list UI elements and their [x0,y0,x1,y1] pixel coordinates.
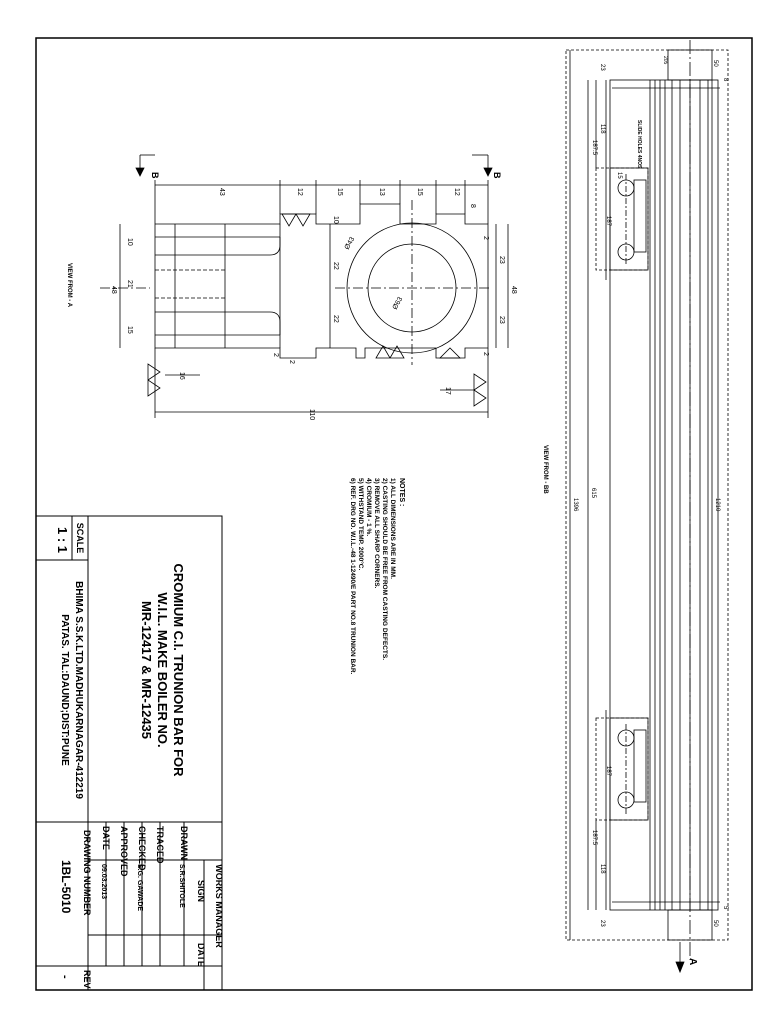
works-manager-label: WORKS MANAGER [214,864,224,948]
dim-23-side-b: 23 [599,920,605,927]
company-line2: PATAS. TAL:DAUND;DIST:PUNE [59,614,70,766]
slot-holes-label: SLIDE HOLES 4NOS [636,120,642,169]
side-view-drawing [566,40,728,972]
drawn-sign: S.R.SHITOLE [178,864,185,908]
dim-5-side: 5 [722,906,728,910]
dim-21: 21 [126,280,133,288]
note-3: 3) REMOVE ALL SHARP CORNERS. [373,478,380,589]
date-value: 09.03.2013 [100,864,107,900]
dim-2d: 2 [482,236,489,240]
dim-48b: 48 [510,286,517,294]
dim-43: 43 [218,188,225,196]
dim-23a: 23 [498,256,505,264]
end-view-dimensions [110,188,517,420]
dim-12b: 12 [453,188,460,196]
scale-label: SCALE [75,522,85,554]
notes-heading: NOTES : [398,478,405,507]
dim-10: 10 [332,216,339,224]
dim-1210: 1210 [714,498,720,512]
drawing-number-label: DRAWING NUMBER [82,830,92,916]
dim-23-side-a: 23 [599,64,605,71]
dim-8: 8 [469,204,476,208]
dim-8-side: 8 [722,78,728,82]
dim-dia63: Ø63 [391,296,405,311]
dim-1396: 1396 [572,498,578,512]
note-6: 6) REF. DRG NO. W.I.L.-48 1-12490/E PART NO.8 TRUNION BAR. [349,478,356,675]
title-line1: CROMIUM C.I. TRUNION BAR FOR [171,563,186,777]
dim-23b: 23 [498,316,505,324]
row-label-traced: TRACED [155,826,165,864]
title-line3: MR-12417 & MR-12435 [139,600,154,740]
dim-48a: 48 [110,286,117,294]
title-line2: W.I.L. MAKE BOILER NO. [155,592,170,748]
dim-22b: 22 [332,315,339,323]
rev-label: REV [82,970,92,989]
view-from-a-label: VIEW FROM - A [66,262,72,308]
dim-2c: 2 [482,352,489,356]
dim-50b: 50 [712,920,718,927]
view-from-bb-label: VIEW FROM - BB [542,445,548,494]
dim-15c: 15 [126,326,133,334]
dim-17: 17 [444,387,451,395]
drawing-number: 1BL-5010 [59,860,73,914]
dim-15-side: 15 [616,172,622,179]
dim-2b: 2 [288,360,295,364]
sign-header: SIGN [196,880,206,903]
dim-615: 615 [590,488,596,499]
dim-22a: 22 [332,262,339,270]
date-header: DATE [196,943,206,967]
dim-187a: 187 [605,216,611,227]
dim-15a: 15 [336,188,343,196]
note-2: 2) CASTING SHOULD BE FREE FROM CASTING DEFECTS. [381,478,388,661]
dim-187-5b: 187.5 [591,830,597,846]
dim-118b: 118 [599,864,605,874]
row-label-approved: APPROVED [119,826,129,877]
dim-110: 110 [308,409,315,421]
dim-dia43: Ø43 [343,236,357,251]
row-label-date: DATE [101,826,111,850]
end-view-drawing [100,155,508,421]
dim-10b: 10 [126,238,133,246]
dim-15b: 15 [416,188,423,196]
notes-block [349,478,405,675]
dim-50a: 50 [712,60,718,67]
rev-value: - [59,975,71,979]
dim-12a: 12 [296,188,303,196]
scale-value: 1 : 1 [55,526,70,554]
dim-13: 13 [378,188,385,196]
dim-187b: 187 [605,766,611,777]
note-1: 1) ALL DIMENSIONS ARE IN MM. [389,478,396,579]
row-label-drawn: DRAWN [179,826,189,860]
section-b-left: B [150,172,160,179]
row-label-checked: CHECKED [137,826,147,871]
dim-118a: 118 [599,124,605,134]
dim-205: 205 [662,56,668,65]
note-4: 4) CROMIUM - 1 %. [365,478,372,537]
dim-2a: 2 [272,353,279,357]
company-line1: BHIMA S.S.K.LTD.MADHUKARNAGAR-412219 [73,581,84,799]
section-a-label: A [687,958,698,966]
dim-187-5a: 187.5 [591,140,597,156]
checked-sign: S.G. GAWADE [136,864,143,912]
title-block-text [55,523,224,989]
section-b-right: B [492,172,502,179]
dim-16: 16 [178,372,185,380]
note-5: 5) WITHSTAND TEMP. 2000°C. [357,478,364,571]
